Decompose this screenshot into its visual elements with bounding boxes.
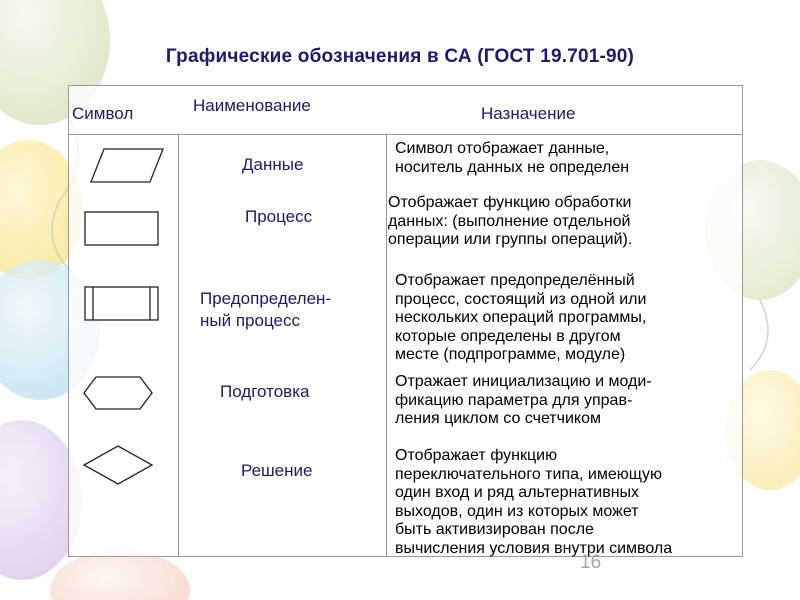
- row-purpose-process: Отображает функцию обработки данных: (выполнение отдельной операции или группы операций).: [388, 194, 633, 248]
- row-purpose-data: Символ отображает данные, носитель данных не определен: [395, 140, 630, 176]
- parallelogram-icon: [88, 147, 166, 185]
- header-name: Наименование: [193, 96, 311, 115]
- column-divider-2: [386, 134, 387, 556]
- diamond-icon: [82, 444, 154, 486]
- page-number: 16: [580, 552, 602, 573]
- row-name-process: Процесс: [245, 207, 313, 226]
- balloon-peach-bottom: [50, 550, 190, 600]
- column-divider-1: [178, 134, 179, 556]
- header-divider: [68, 134, 742, 135]
- slide-title: Графические обозначения в СА (ГОСТ 19.701-90): [165, 46, 635, 67]
- rectangle-icon: [83, 210, 161, 248]
- hexagon-icon: [82, 375, 154, 411]
- row-name-decision: Решение: [241, 461, 313, 480]
- balloon-string-right: [750, 300, 768, 370]
- row-name-predefined-process: Предопределен- ный процесс: [200, 289, 332, 330]
- header-symbol: Символ: [72, 104, 134, 123]
- row-purpose-decision: Отображает функцию переключательного типа, имеющую один вход и ряд альтернативных выходов, один из которых может быть активизирован после вычисления условия внутри символа: [395, 447, 673, 557]
- row-purpose-predefined-process: Отображает предопределённый процесс, состоящий из одной или нескольких операций программы, которые определены в другом месте (подпрограмме, модуле): [395, 272, 647, 363]
- header-purpose: Назначение: [481, 104, 576, 123]
- row-name-preparation: Подготовка: [220, 382, 310, 401]
- predefined-process-icon: [83, 285, 161, 323]
- row-name-data: Данные: [242, 155, 304, 174]
- row-purpose-preparation: Отражает инициализацию и моди- фикацию параметра для управ- ления циклом со счетчиком: [395, 373, 652, 427]
